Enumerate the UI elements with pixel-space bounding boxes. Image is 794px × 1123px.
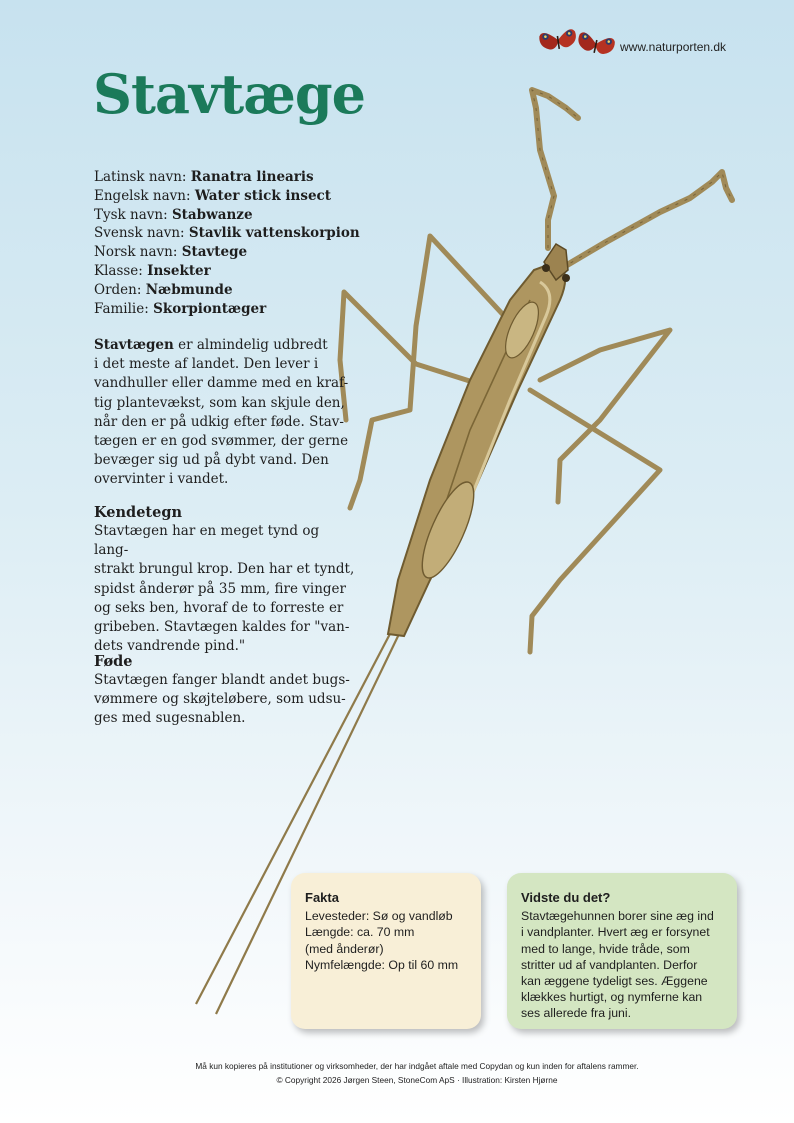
- name-label: Latinsk navn:: [94, 169, 191, 185]
- fakta-heading: Fakta: [305, 890, 339, 905]
- box-line: i vandplanter. Hvert æg er forsynet: [521, 925, 710, 940]
- box-line: Længde: ca. 70 mm: [305, 925, 415, 940]
- box-line: med to lange, hvide tråde, som: [521, 941, 690, 956]
- name-value: Stavtege: [181, 244, 248, 261]
- text-line: er almindelig udbredt: [173, 337, 328, 353]
- box-line: Stavtægehunnen borer sine æg ind: [521, 909, 714, 924]
- fakta-box: [291, 873, 481, 1029]
- footer-copy-notice: Må kun kopieres på institutioner og virksomheder, der har indgået aftale med Copydan og kun inden for aftalens rammer.: [195, 1061, 639, 1071]
- name-value: Water stick insect: [194, 187, 332, 204]
- box-line: ses allerede fra juni.: [521, 1006, 632, 1021]
- species-names: [94, 168, 360, 318]
- name-value: Ranatra linearis: [190, 169, 314, 185]
- intro-paragraph: [94, 336, 356, 490]
- text-line: bevæger sig ud på dybt vand. Den: [94, 452, 329, 469]
- name-row: [94, 206, 360, 225]
- name-row: [94, 262, 360, 281]
- vidste-du-det-box: [507, 873, 737, 1029]
- box-line: kan æggene tydeligt ses. Æggene: [521, 974, 708, 989]
- kendetegn-section: [94, 503, 356, 656]
- text-line: i det meste af landet. Den lever i: [94, 356, 319, 373]
- intro-section: [94, 336, 356, 490]
- name-value: Skorpiontæger: [153, 300, 267, 317]
- box-line: Nymfelængde: Op til 60 mm: [305, 957, 459, 972]
- text-line: ges med sugesnablen.: [94, 710, 246, 727]
- footer-copyright: © Copyright 2026 Jørgen Steen, StoneCom ApS · Illustration: Kirsten Hjørne: [276, 1075, 558, 1085]
- text-line: Stavtægen fanger blandt andet bugs-: [94, 672, 350, 688]
- name-label: Familie:: [94, 300, 154, 317]
- text-line: tægen er en god svømmer, der gerne: [94, 433, 349, 450]
- text-line: vandhuller eller damme med en kraf-: [94, 375, 349, 392]
- name-label: Svensk navn:: [94, 225, 189, 242]
- box-line: stritter ud af vandplanten. Derfor: [521, 957, 698, 972]
- intro-lead: Stavtægen: [94, 337, 174, 353]
- name-row: [94, 168, 360, 187]
- name-value: Næbmunde: [145, 281, 233, 298]
- name-row: [94, 243, 360, 262]
- text-line: strakt brungul krop. Den har et tyndt,: [94, 561, 355, 578]
- kendetegn-paragraph: [94, 522, 356, 656]
- text-line: og seks ben, hvoraf de to forreste er: [94, 599, 344, 616]
- vidste-heading: Vidste du det?: [521, 890, 611, 905]
- site-url[interactable]: www.naturporten.dk: [620, 40, 727, 54]
- text-line: overvinter i vandet.: [94, 471, 229, 488]
- name-row: [94, 281, 360, 300]
- fode-section: [94, 652, 356, 729]
- fode-heading: Føde: [94, 653, 133, 670]
- name-value: Stabwanze: [171, 206, 253, 223]
- name-label: Klasse:: [94, 262, 148, 279]
- box-line: Levesteder: Sø og vandløb: [305, 909, 453, 924]
- name-value: Stavlik vattenskorpion: [188, 225, 360, 242]
- text-line: spidst ånderør på 35 mm, fire vinger: [94, 580, 346, 597]
- text-line: vømmere og skøjteløbere, som udsu-: [94, 691, 346, 708]
- kendetegn-heading: Kendetegn: [94, 504, 183, 521]
- text-line: Stavtægen har en meget tynd og lang-: [94, 523, 320, 559]
- text-line: når den er på udkig efter føde. Stav-: [94, 413, 344, 430]
- text-line: gribeben. Stavtægen kaldes for "van-: [94, 619, 350, 636]
- text-line: dets vandrende pind.": [94, 638, 246, 655]
- name-label: Tysk navn:: [94, 206, 172, 223]
- peacock-butterfly-icon: [538, 18, 620, 58]
- text-line: tig plantevækst, som kan skjule den,: [94, 394, 345, 411]
- page-title: Stavtæge: [93, 62, 366, 126]
- name-value: Insekter: [147, 262, 211, 279]
- name-row: [94, 187, 360, 206]
- box-line: klækkes hurtigt, og nymferne kan: [521, 990, 703, 1005]
- name-label: Orden:: [94, 281, 146, 298]
- name-label: Norsk navn:: [94, 244, 182, 261]
- box-line: (med ånderør): [305, 941, 384, 956]
- fode-paragraph: [94, 671, 356, 729]
- name-row: [94, 300, 360, 319]
- name-label: Engelsk navn:: [94, 187, 195, 204]
- name-row: [94, 224, 360, 243]
